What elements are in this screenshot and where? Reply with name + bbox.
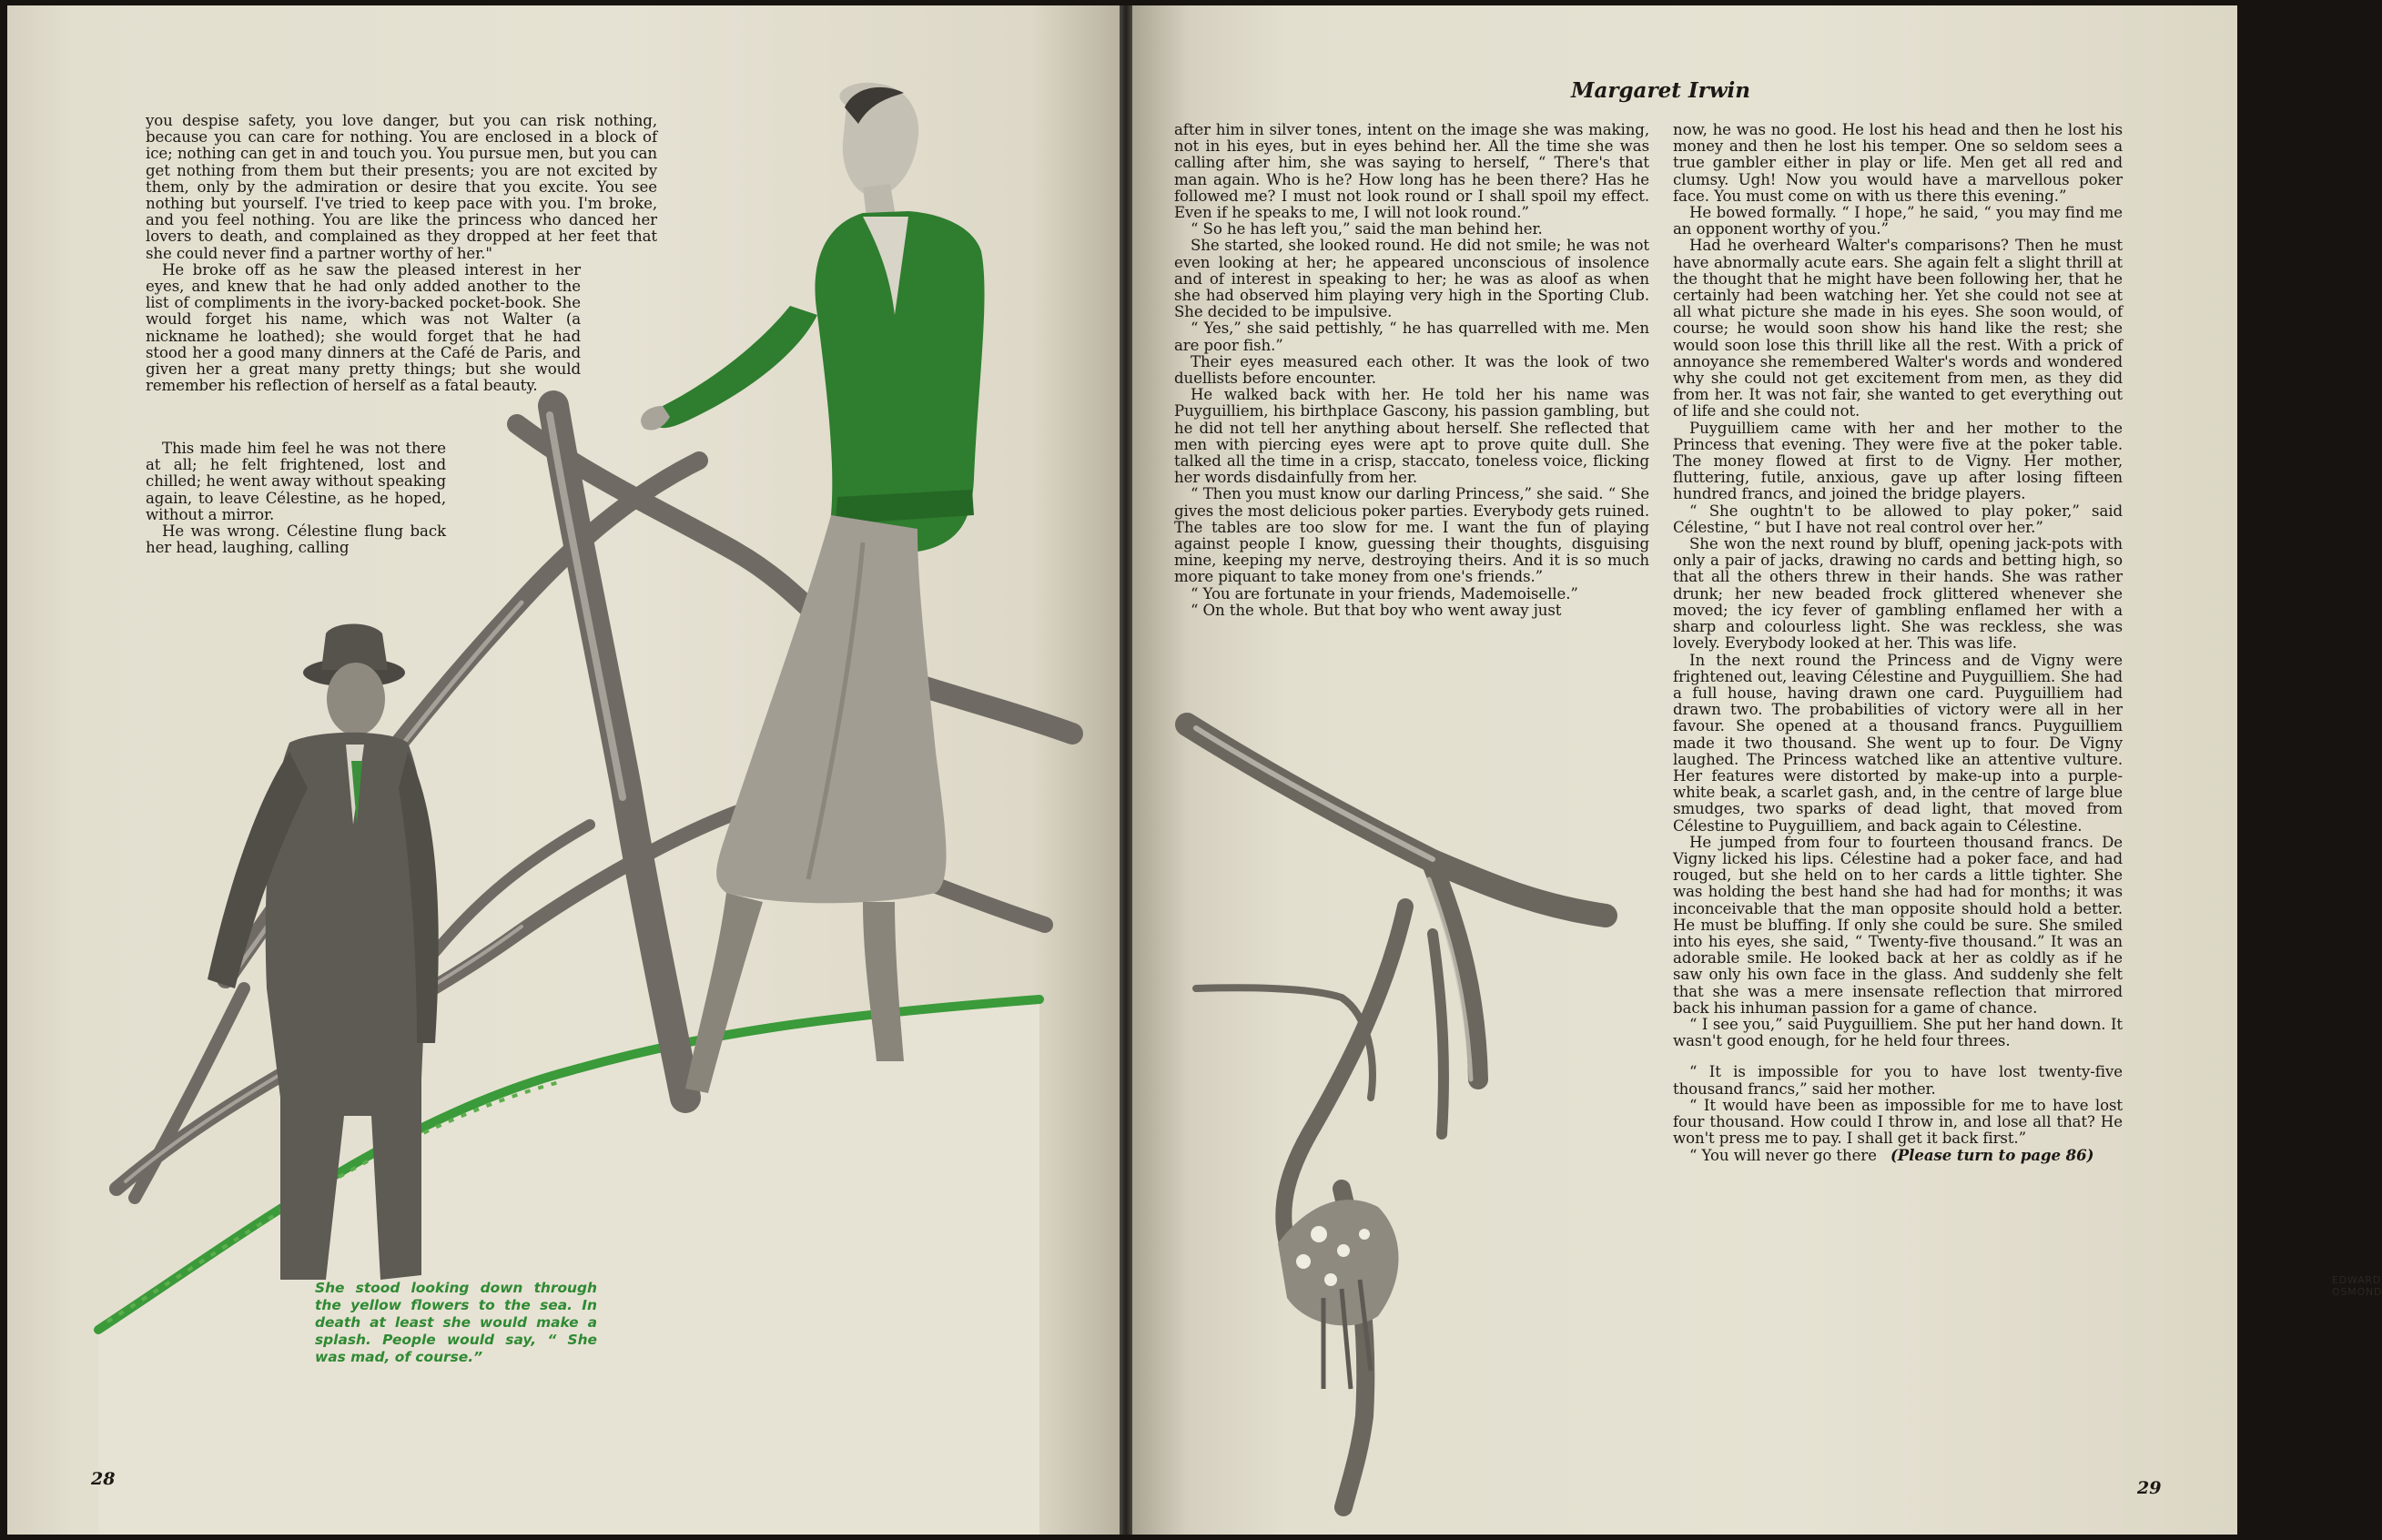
paragraph: She won the next round by bluff, opening jack-pots with only a pair of jacks, drawing no cards and betting high, so that all the others threw in their hands. She was rather drunk; her new beaded frock glittered whenever she moved; the icy fever of gambling enflamed her with a sharp and colourless light. She was reckless, she was lovely. Everybody looked at her. This was life. — [1673, 535, 2123, 653]
paragraph: “ It would have been as impossible for me to have lost four thousand. How could I throw in, and lose all that? He won't press me to pay. I shall get it back first.” — [1673, 1096, 2123, 1148]
branch-highlights — [1196, 728, 1471, 1079]
hillside — [98, 999, 1039, 1535]
paragraph: Their eyes measured each other. It was the look of two duellists before encounter. — [1174, 352, 1649, 388]
paragraph: “ You are fortunate in your friends, Mademoiselle.” — [1191, 584, 1578, 603]
paragraph: “ Then you must know our darling Princess,” she said. “ She gives the most delicious poker parties. Everybody gets ruined. The tables are too slow for me. I want the fun of playing against people I know, guessing their thoughts, disguising mine, keeping my nerve, destroying theirs. And it is so much more piquant to take money from one's friends.” — [1174, 485, 1649, 586]
paragraph: “ On the whole. But that boy who went away just — [1191, 601, 1562, 619]
right-text-column-2 — [1673, 122, 2123, 1165]
paragraph: He broke off as he saw the pleased interest in her eyes, and knew that he had only added another to the list of compliments in the ivory-backed pocket-book. She would forget his name, which was not Walter (a nickname he loathed); she would forget that he had stood her a good many dinners at the Café de Paris, and given her a great many pretty things; but she would remember his reflection of herself as a fatal beauty. — [146, 260, 581, 395]
last-line: “ You will never go there — [1689, 1147, 1877, 1165]
paragraph: She started, she looked round. He did not smile; he was not even looking at her; he appeared unconscious of insolence and of interest in speaking to her; he was as aloof as when she had observed him playing very high in the Sporting Club. She decided to be impulsive. — [1174, 237, 1649, 321]
page-number-left: 28 — [91, 1469, 116, 1489]
paragraph: after him in silver tones, intent on the image she was making, not in his eyes, but in eyes behind her. All the time she was calling after him, she was saying to herself, “ There's that man again. Who is he? How long has he been there? Has he followed me? I must not look round or I shall spoil my effect. Even if he speaks to me, I will not look round.” — [1174, 121, 1649, 222]
paragraph: Puyguilliem came with her and her mother to the Princess that evening. They were five at the poker table. The money flowed at first to de Vigny. Her mother, fluttering, futile, anxious, gave up after losing fifteen hundred francs, and joined the bridge players. — [1673, 419, 2123, 503]
paragraph-last — [1673, 1147, 2123, 1164]
continuation-note[interactable]: (Please turn to page 86) — [1890, 1146, 2094, 1165]
woman-figure — [641, 83, 984, 1093]
paragraph: “ Yes,” she said pettishly, “ he has quarrelled with me. Men are poor fish.” — [1174, 319, 1649, 354]
running-head-author: Margaret Irwin — [1571, 78, 1750, 103]
illustration-caption: She stood looking down through the yellow flowers to the sea. In death at least she would make a splash. People would say, “ She was mad, of course.” — [315, 1280, 597, 1365]
right-text-column-1 — [1174, 122, 1649, 619]
paragraph: This made him feel he was not there at all; he felt frightened, lost and chilled; he went away without speaking again, to leave Célestine, as he hoped, without a mirror. — [146, 440, 446, 523]
man-in-suit — [208, 624, 439, 1281]
paragraph: you despise safety, you love danger, but you can risk nothing, because you can care for nothing. You are enclosed in a block of ice; nothing can get in and touch you. You pursue men, but you can get nothing from them but their presents; you are not excited by them, only by the admiration or desire that you excite. You see nothing but yourself. I've tried to keep pace with you. I'm broke, and you feel nothing. You are like the princess who danced her lovers to death, and complained as they dropped at her feet that she could never find a partner worthy of her." — [146, 112, 657, 262]
illustrator-signature: EDWARD OSMOND — [2332, 1274, 2382, 1298]
illustration-fence-post — [1132, 697, 1642, 1516]
left-page — [7, 5, 1120, 1535]
grey-skirt — [716, 515, 946, 903]
paragraph: now, he was no good. He lost his head and then he lost his money and then he lost his temper. One so seldom sees a true gambler either in play or life. Men get all red and clumsy. Ugh! Now you would have a marvellous poker face. You must come on with us there this evening.” — [1673, 121, 2123, 205]
paragraph: He bowed formally. “ I hope,” he said, “ you may find me an opponent worthy of you.” — [1673, 204, 2123, 238]
page-number-right: 29 — [2137, 1478, 2162, 1498]
flower-cluster — [1278, 1200, 1399, 1389]
paragraph: In the next round the Princess and de Vigny were frightened out, leaving Célestine and Puyguilliem. She had a full house, having drawn one card. Puyguilliem had drawn two. The probabilities of victory were all in her favour. She opened at a thousand francs. Puyguilliem made it two thousand. She went up to four. De Vigny laughed. The Princess watched like an attentive vulture. Her features were distorted by make-up into a purple-white beak, a scarlet gash, and, in the centre of large blue smudges, two sparks of dead light, that moved from Célestine to Puyguilliem, and back again to Célestine. — [1673, 651, 2123, 835]
paragraph: He walked back with her. He told her his name was Puyguilliem, his birthplace Gascony, his passion gambling, but he did not tell her anything about herself. She reflected that men with piercing eyes were apt to prove quite dull. She talked all the time in a crisp, staccato, toneless voice, flicking her words disdainfully from her. — [1174, 386, 1649, 487]
paragraph: “ She oughtn't to be allowed to play poker,” said Célestine, “ but I have not real control over her.” — [1673, 502, 2123, 536]
paragraph: He was wrong. Célestine flung back her head, laughing, calling — [146, 522, 446, 557]
paragraph: Had he overheard Walter's comparisons? Then he must have abnormally acute ears. She again felt a slight thrill at the thought that he might have been following her, that he certainly had been watching her. Yet she could not see at all what picture she made in his eyes. She soon would, of course; he would soon show his hand like the rest; she would soon lose this thrill like all the rest. With a prick of annoyance she remembered Walter's words and wondered why she could not get excitement from men, as they did from her. It was not fair, she wanted to get everything out of life and she could not. — [1673, 237, 2123, 420]
paragraph: “ I see you,” said Puyguilliem. She put her hand down. It wasn't good enough, for he held four threes. — [1673, 1015, 2123, 1050]
paragraph: He jumped from four to fourteen thousand francs. De Vigny licked his lips. Célestine had a poker face, and had rouged, but she held on to her cards a little tighter. She was holding the best hand she had had for months; it was inconceivable that the man opposite should hold a better. He must be bluffing. If only she could be sure. She smiled into his eyes, she said, “ Twenty-five thousand.” It was an adorable smile. He looked back at her as coldly as if he saw only his own face in the glass. And suddenly she felt that she was a mere insensate reflection that mirrored back his inhuman passion for a game of chance. — [1673, 833, 2123, 1017]
paragraph: “ So he has left you,” said the man behind her. — [1191, 220, 1543, 238]
right-page — [1132, 5, 2382, 1535]
paragraph: “ It is impossible for you to have lost twenty-five thousand francs,” said her mother. — [1673, 1063, 2123, 1098]
